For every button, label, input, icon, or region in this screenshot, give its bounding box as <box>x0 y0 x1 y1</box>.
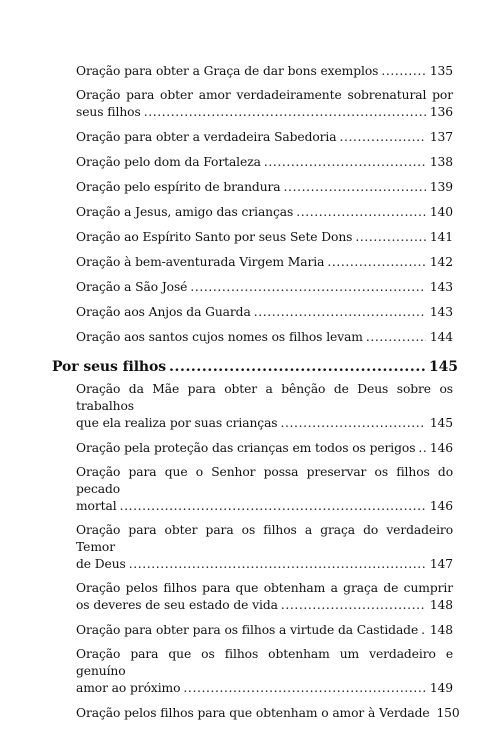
dot-leader <box>281 597 426 614</box>
toc-entry-title: Oração a Jesus, amigo das crianças <box>76 205 294 219</box>
toc-entry-title: Oração para obter a Graça de dar bons exemplos <box>76 64 379 78</box>
toc-entry-title: mortal <box>76 499 117 513</box>
toc-entry[interactable] <box>76 329 453 346</box>
toc-entry[interactable] <box>76 646 453 697</box>
toc-page-number: 146 <box>429 441 453 455</box>
toc-entry-title: Oração ao Espírito Santo por seus Sete Dons <box>76 230 353 244</box>
toc-entry[interactable] <box>76 204 453 221</box>
dot-leader <box>129 556 426 573</box>
toc-entry-title: Oração para obter para os filhos a virtude da Castidade <box>76 623 419 637</box>
toc-entry[interactable] <box>76 622 453 639</box>
toc-entry[interactable] <box>76 229 453 246</box>
toc-entry-title: Oração pelo espírito de brandura <box>76 180 281 194</box>
toc-page-number: 135 <box>429 64 453 78</box>
toc-entry-title: amor ao próximo <box>76 681 181 695</box>
toc-entry[interactable] <box>76 87 453 121</box>
toc-entry[interactable] <box>76 580 453 614</box>
dot-leader <box>190 279 426 296</box>
dot-leader <box>381 63 426 80</box>
toc-page-number: 140 <box>429 205 453 219</box>
toc-entry[interactable] <box>76 154 453 171</box>
toc-page-number: 145 <box>429 359 458 375</box>
table-of-contents <box>0 63 500 722</box>
dot-leader <box>254 304 426 321</box>
dot-leader <box>355 229 426 246</box>
dot-leader <box>340 129 427 146</box>
toc-page-number: 142 <box>429 255 453 269</box>
toc-page-number: 139 <box>429 180 453 194</box>
toc-page-number: 143 <box>429 280 453 294</box>
toc-section-heading[interactable] <box>52 357 458 377</box>
toc-page-number: 149 <box>429 681 453 695</box>
toc-entry-title: Oração para que os filhos obtenham um verdadeiro e genuíno <box>76 647 453 678</box>
dot-leader <box>418 440 426 457</box>
toc-page-number: 147 <box>429 557 453 571</box>
toc-entry[interactable] <box>76 705 460 722</box>
toc-page-number: 144 <box>429 330 453 344</box>
toc-entry-title: Oração pelo dom da Fortaleza <box>76 155 261 169</box>
toc-page-number: 148 <box>429 623 453 637</box>
toc-entry-title: Oração para obter para os filhos a graça do verdadeiro Temor <box>76 523 453 554</box>
toc-entry-title: os deveres de seu estado de vida <box>76 598 278 612</box>
toc-entry-title: Oração pela proteção das crianças em todos os perigos <box>76 441 416 455</box>
dot-leader <box>366 329 426 346</box>
toc-page-number: 150 <box>436 706 460 720</box>
toc-entry[interactable] <box>76 179 453 196</box>
toc-entry[interactable] <box>76 63 453 80</box>
toc-entry-title: Oração da Mãe para obter a bênção de Deus sobre os trabalhos <box>76 382 453 413</box>
dot-leader <box>264 154 426 171</box>
dot-leader <box>327 254 426 271</box>
toc-entry[interactable] <box>76 254 453 271</box>
toc-entry-title: Oração à bem-aventurada Virgem Maria <box>76 255 325 269</box>
dot-leader <box>421 622 426 639</box>
toc-entry[interactable] <box>76 522 453 573</box>
toc-page-number: 145 <box>429 416 453 430</box>
toc-page-number: 146 <box>429 499 453 513</box>
dot-leader <box>296 204 426 221</box>
dot-leader <box>144 104 426 121</box>
toc-entry[interactable] <box>76 464 453 515</box>
toc-page-number: 141 <box>429 230 453 244</box>
toc-entry-title: Oração a São José <box>76 280 188 294</box>
dot-leader <box>284 179 426 196</box>
toc-page-number: 143 <box>429 305 453 319</box>
toc-page-number: 148 <box>429 598 453 612</box>
toc-entry-title: Oração para que o Senhor possa preservar os filhos do pecado <box>76 465 453 496</box>
toc-page-number: 137 <box>429 130 453 144</box>
toc-entry-title: Oração para obter a verdadeira Sabedoria <box>76 130 337 144</box>
toc-entry-title: seus filhos <box>76 105 141 119</box>
toc-page-number: 136 <box>429 105 453 119</box>
toc-entry-title: de Deus <box>76 557 126 571</box>
toc-entry-title: Oração aos santos cujos nomes os filhos levam <box>76 330 363 344</box>
toc-entry[interactable] <box>76 381 453 432</box>
toc-entry-title: Oração pelos filhos para que obtenham a graça de cumprir <box>76 581 453 595</box>
toc-entry-title: Por seus filhos <box>52 359 167 375</box>
dot-leader <box>281 415 426 432</box>
toc-entry[interactable] <box>76 304 453 321</box>
toc-entry[interactable] <box>76 279 453 296</box>
dot-leader <box>120 498 426 515</box>
dot-leader <box>169 357 426 377</box>
toc-entry-title: que ela realiza por suas crianças <box>76 416 278 430</box>
toc-entry-title: Oração aos Anjos da Guarda <box>76 305 251 319</box>
toc-entry[interactable] <box>76 129 453 146</box>
toc-entry-title: Oração para obter amor verdadeiramente sobrenatural por <box>76 88 453 102</box>
toc-entry-title: Oração pelos filhos para que obtenham o amor à Verdade <box>76 706 430 720</box>
toc-entry[interactable] <box>76 440 453 457</box>
dot-leader <box>183 680 426 697</box>
toc-page-number: 138 <box>429 155 453 169</box>
